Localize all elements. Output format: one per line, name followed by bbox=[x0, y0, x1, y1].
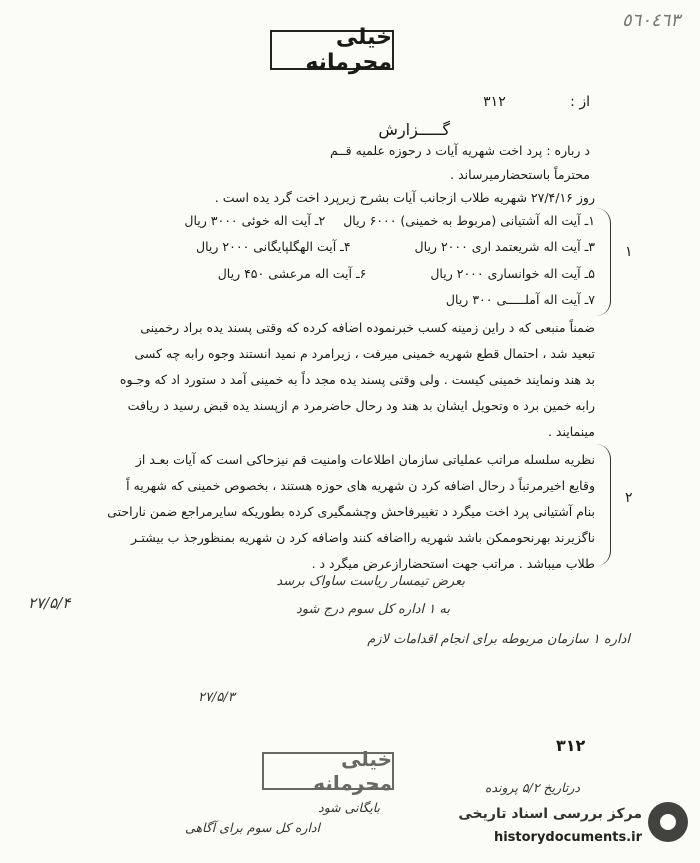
paragraph-2-line: بنام آشتیانی پرد اخت میگرد د تغییرفاحش وچشمگیری کرده بطوریکه سایرمراجع ضمن ناراحتی bbox=[107, 504, 595, 519]
paragraph-2-line: نظریه سلسله مراتب عملیاتی سازمان اطلاعات وامنیت قم نیزحاکی است که آیات بعـد از bbox=[135, 452, 595, 467]
watermark bbox=[392, 800, 692, 855]
paragraph-2-line: طلاب میباشد . مراتب جهت استحضارازعرض میگرد د . bbox=[311, 556, 595, 571]
payment-right: ۱ـ آیت اله آشتیانی (مربوط به خمینی) ۶۰۰۰ ریال bbox=[343, 213, 595, 228]
from-value: ۳۱۲ bbox=[483, 94, 506, 110]
bottom-handwritten-note: اداره کل سوم برای آگاهی bbox=[185, 820, 320, 835]
intro-line: روز ۲۷/۴/۱۶ شهریه طلاب ازجانب آیات بشرح زیرپرد اخت گرد یده است . bbox=[214, 190, 595, 205]
classification-stamp-bottom-text: خیلی محرمانه bbox=[313, 747, 392, 795]
payment-row bbox=[218, 266, 595, 281]
classification-stamp-text: خیلی محرمانه bbox=[305, 25, 392, 75]
subject-line: د رباره : پرد اخت شهریه آیات د رحوزه علمیه قــم bbox=[330, 143, 590, 158]
handwritten-note: اداره ۱ سازمان مربوطه برای انجام اقدامات لازم bbox=[367, 632, 630, 647]
classification-stamp-bottom bbox=[262, 747, 394, 795]
margin-number-2: ۲ bbox=[625, 490, 633, 506]
payment-right: ۵ـ آیت اله خوانساری ۲۰۰۰ ریال bbox=[430, 266, 595, 281]
margin-number-1: ۱ bbox=[625, 244, 633, 260]
from-line bbox=[483, 94, 590, 110]
bottom-handwritten-note: بایگانی شود bbox=[318, 800, 380, 815]
paragraph-2-line: وقایع اخیرمرتباً د رحال اضافه کرد ن شهریه های حوزه هستند ، بخصوص خمینی که شهریه اً bbox=[126, 478, 595, 493]
watermark-text: مرکز بررسی اسناد تاریخی bbox=[458, 806, 642, 822]
document-title: گـــــزارش bbox=[378, 120, 450, 139]
handwritten-date: ۲۷/۵/۴ bbox=[28, 594, 71, 612]
classification-stamp bbox=[270, 25, 394, 75]
paragraph-1-line: بد هند ونمایند خمینی کیست . ولی وقتی پسند یده مجد داً به خمینی آمد د ستورد اد که وجـوه bbox=[119, 372, 595, 387]
payment-left: ۴ـ آیت الهگلپایگانی ۲۰۰۰ ریال bbox=[196, 239, 351, 254]
section-bracket-1 bbox=[596, 208, 611, 316]
paragraph-1-line: تبعید شد ، احتمال قطع شهریه خمینی میرفت ، زیرامرد م نمید انستند وجوه رابه چه کسی bbox=[134, 346, 595, 361]
paragraph-1-line: رابه خمین برد ه وتحویل ایشان بد هند ود رحال حاضرمرد م ازپسند یده قبض رسید د ریافت bbox=[127, 398, 595, 413]
bottom-handwritten-note: درتاریخ ۵/۲ پرونده bbox=[484, 780, 580, 795]
salutation: محترماً باستحضارمیرساند . bbox=[450, 167, 590, 182]
watermark-url: historydocuments.ir bbox=[493, 830, 642, 845]
payment-right: ۷ـ آیت اله آملـــــی ۳۰۰ ریال bbox=[445, 292, 595, 307]
payment-left: ۲ـ آیت اله خوئی ۳۰۰۰ ریال bbox=[184, 213, 326, 228]
handwritten-note: به ۱ اداره کل سوم درج شود bbox=[295, 602, 450, 617]
payment-row bbox=[196, 239, 595, 254]
archive-number-mark: ٥٦٠٤٦٣ bbox=[621, 10, 680, 31]
payment-left: ۶ـ آیت اله مرعشی ۴۵۰ ریال bbox=[217, 266, 367, 281]
from-label: از : bbox=[570, 94, 590, 110]
paragraph-2-line: ناگزیرند بهرنحوممکن باشد شهریه رااضافه کنند واضافه کرد ن شهریه بمنظورجذ ب بیشتـر bbox=[130, 530, 595, 545]
payment-right: ۳ـ آیت اله شریعتمد اری ۲۰۰۰ ریال bbox=[414, 239, 595, 254]
handwritten-note: بعرض تیمسار ریاست ساواک برسد bbox=[276, 574, 465, 589]
payment-row bbox=[446, 292, 595, 307]
archive-logo-icon bbox=[648, 802, 688, 842]
payment-row bbox=[184, 213, 595, 228]
reference-number: ۳۱۲ bbox=[556, 736, 586, 755]
paragraph-1-line: ضمناً منبعی که د راین زمینه کسب خبرنموده اضافه کرده که وقتی پسند یده براد رخمینی bbox=[140, 320, 595, 335]
handwritten-date-bottom: ۲۷/۵/۳ bbox=[198, 690, 235, 705]
section-bracket-2 bbox=[596, 444, 611, 566]
paragraph-1-line: مینمایند . bbox=[547, 424, 595, 439]
